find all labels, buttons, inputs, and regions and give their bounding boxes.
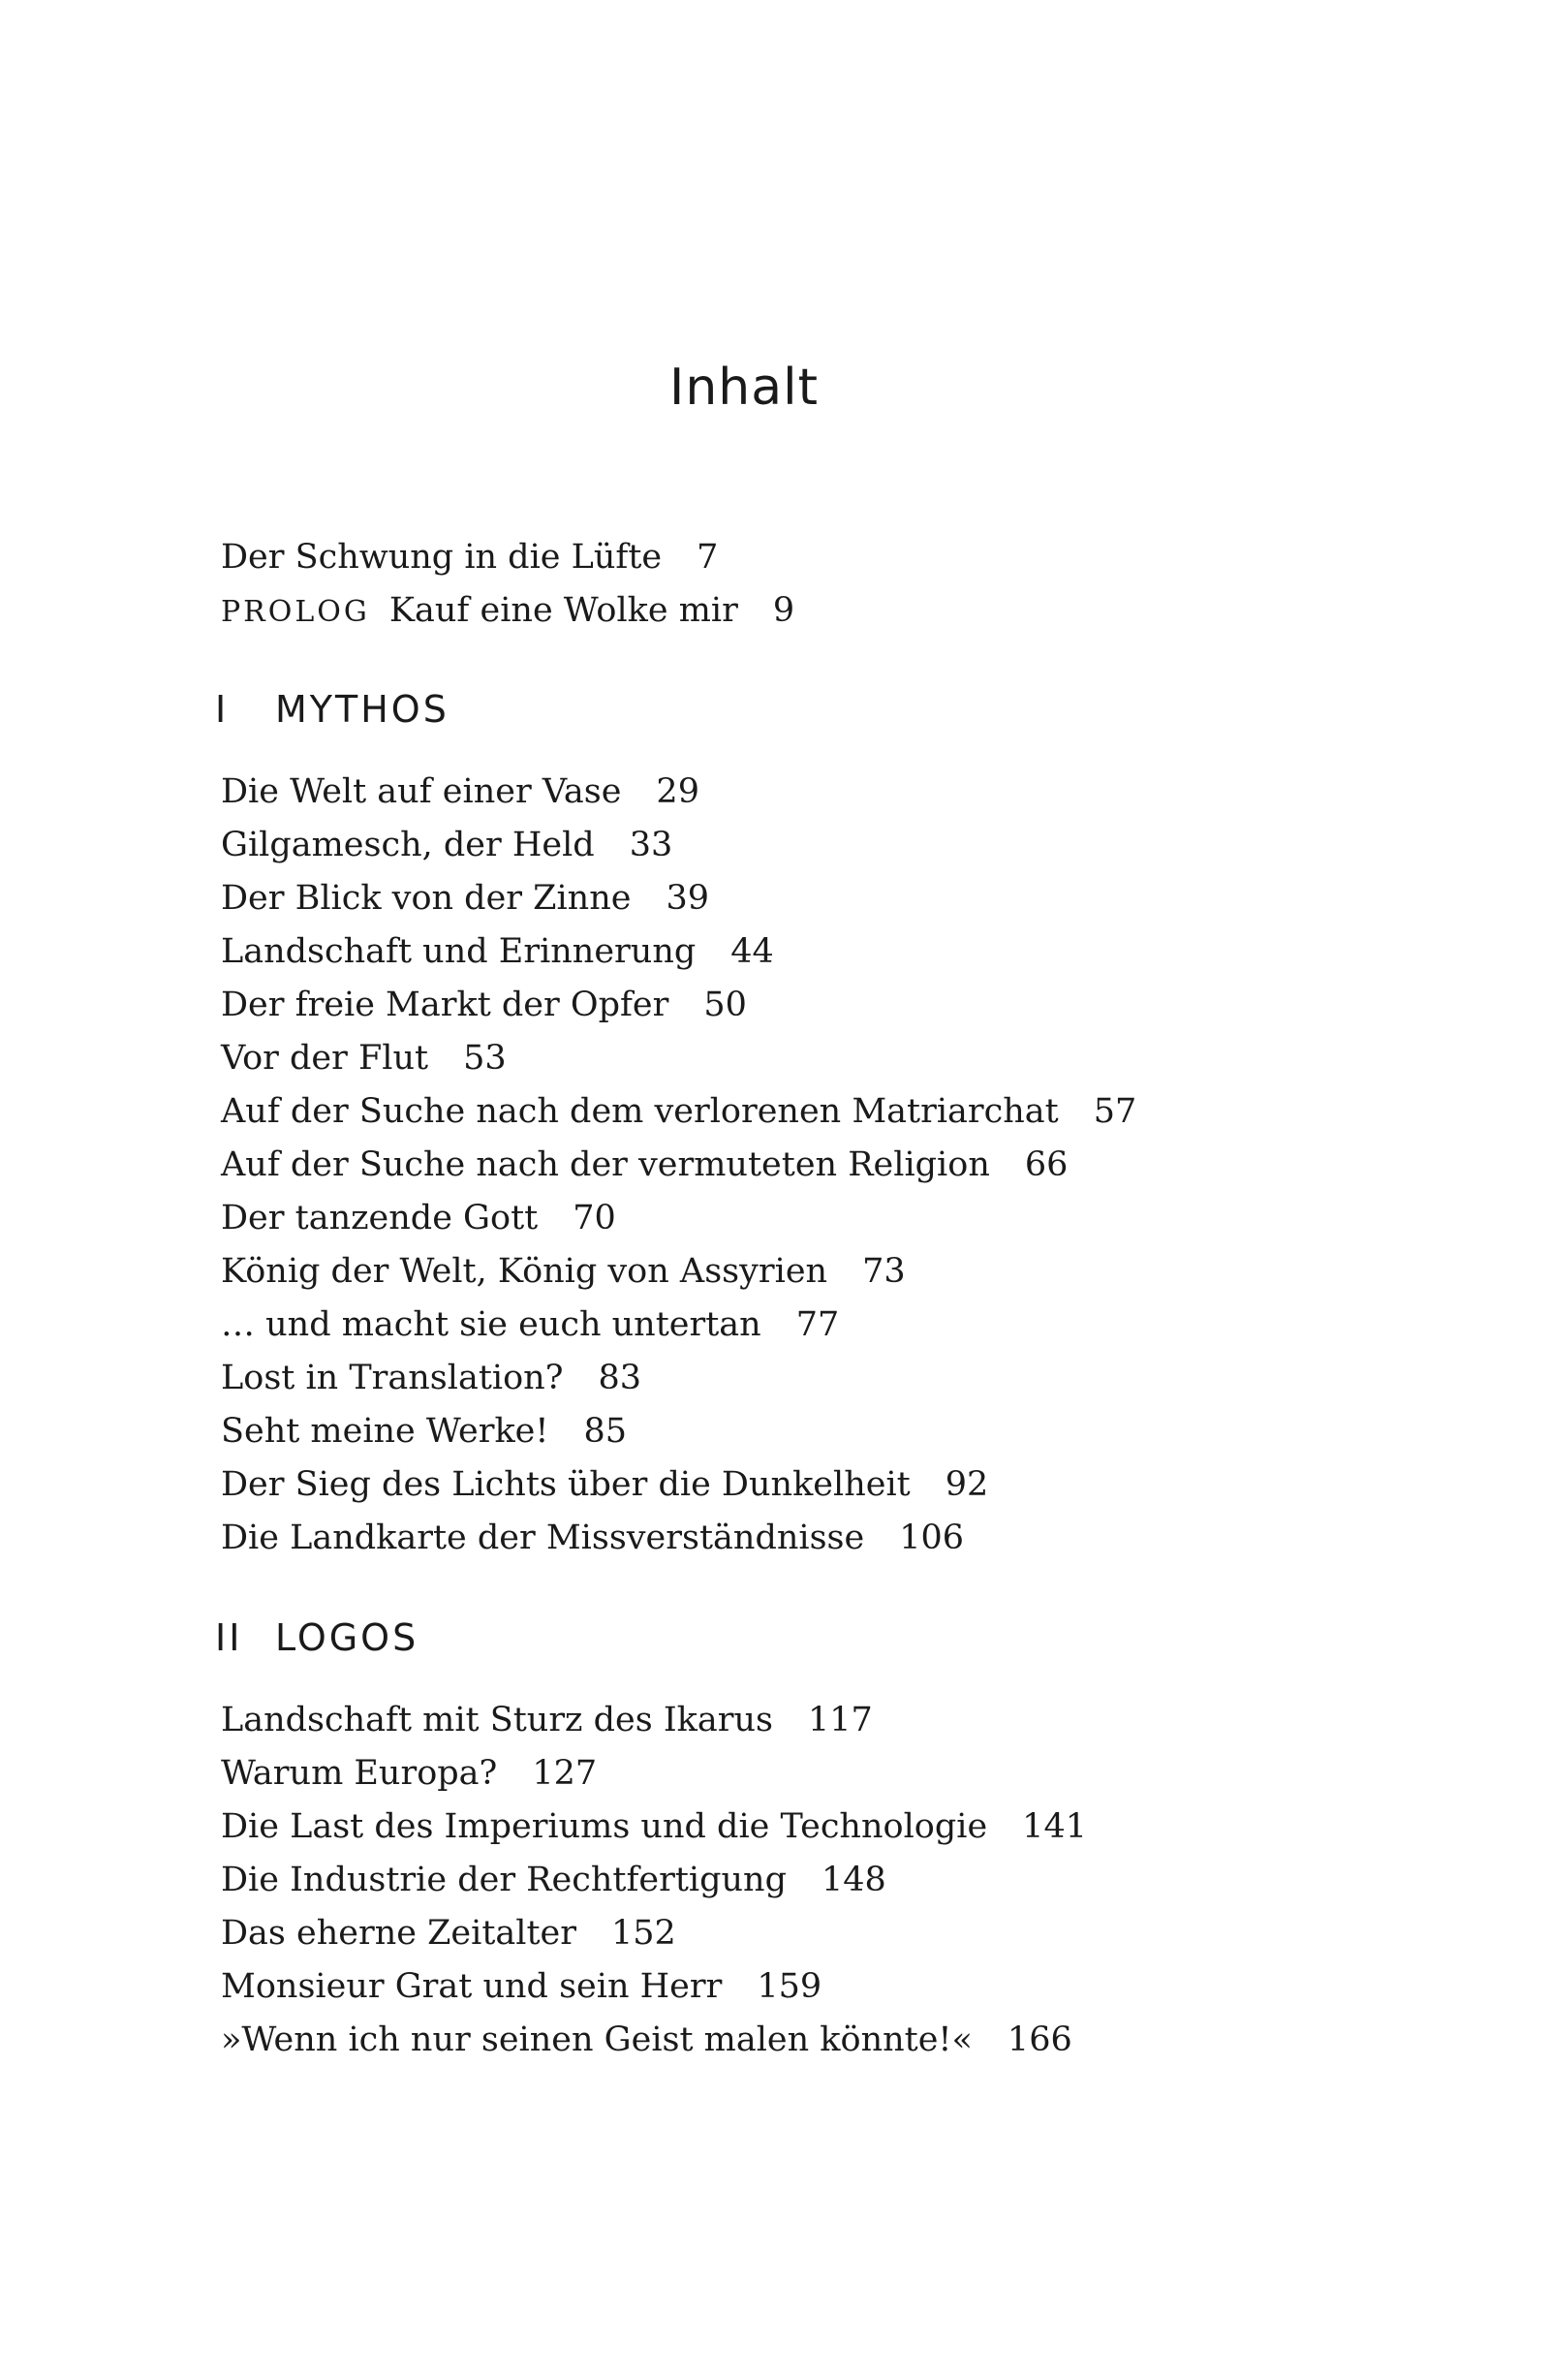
toc-entry-label: Landschaft mit Sturz des Ikarus: [221, 1701, 773, 1739]
toc-entry: [221, 1192, 1383, 1245]
toc-entry-label: Der Sieg des Lichts über die Dunkelheit: [221, 1465, 911, 1504]
toc-entry-page: 127: [532, 1754, 598, 1793]
toc-entry-page: 85: [583, 1412, 627, 1451]
toc-entry-label: Die Welt auf einer Vase: [221, 772, 622, 811]
toc-entry-page: 148: [822, 1861, 886, 1899]
section-number: I: [215, 688, 230, 731]
toc-entry-page: 77: [795, 1305, 840, 1344]
toc-entry-label: Kauf eine Wolke mir: [388, 591, 738, 630]
toc-entry: [221, 872, 1383, 925]
toc-entry-page: 66: [1024, 1145, 1069, 1184]
toc-entry-label: Der Schwung in die Lüfte: [221, 538, 663, 577]
toc-entry-label: Die Last des Imperiums und die Technologie: [221, 1807, 988, 1846]
toc-entry-label: Landschaft und Erinnerung: [221, 932, 697, 971]
toc-entry: [221, 1352, 1383, 1405]
toc-entry: [221, 531, 1383, 584]
toc-entry: [221, 819, 1383, 872]
toc-entry-prefix: PROLOG: [221, 595, 370, 629]
toc-entry-page: 73: [862, 1252, 906, 1291]
toc-entry-label: Monsieur Grat und sein Herr: [221, 1967, 723, 2006]
toc-entry-label: Vor der Flut: [221, 1039, 429, 1078]
toc-entry-page: 106: [899, 1519, 965, 1557]
section-heading-mythos: [215, 688, 450, 731]
toc-entry: [221, 1747, 1383, 1801]
toc-entry-label: … und macht sie euch untertan: [221, 1305, 761, 1344]
toc-entry-label: Warum Europa?: [221, 1754, 498, 1793]
toc-entry: [221, 1032, 1383, 1085]
toc-entry-label: Die Landkarte der Missverständnisse: [221, 1519, 865, 1557]
section-name: LOGOS: [275, 1616, 419, 1659]
toc-entry-page: 117: [807, 1701, 873, 1739]
toc-entry: [221, 1405, 1383, 1458]
toc-entry: [221, 584, 1383, 638]
toc-entry-label: Auf der Suche nach dem verlorenen Matriarchat: [221, 1092, 1059, 1131]
toc-entry-label: Der freie Markt der Opfer: [221, 986, 669, 1024]
toc-entry-page: 44: [730, 932, 774, 971]
toc-entry: [221, 1458, 1383, 1512]
toc-entry-page: 33: [629, 826, 673, 864]
toc-entry-label: Der Blick von der Zinne: [221, 879, 632, 918]
toc-entry-label: Auf der Suche nach der vermuteten Religion: [221, 1145, 990, 1184]
toc-entry-page: 70: [573, 1199, 616, 1237]
toc-entry-page: 7: [697, 538, 719, 577]
toc-entry-label: Lost in Translation?: [221, 1359, 564, 1397]
section-list-mythos: [221, 766, 1383, 1565]
toc-entry-page: 57: [1093, 1092, 1137, 1131]
toc-entry: [221, 1801, 1383, 1854]
toc-entry: [221, 1960, 1383, 2014]
toc-entry-page: 50: [703, 986, 747, 1024]
toc-entry-page: 159: [757, 1967, 822, 2006]
toc-entry: [221, 1512, 1383, 1565]
toc-entry: [221, 766, 1383, 819]
page-title: Inhalt: [669, 359, 819, 417]
toc-entry-page: 29: [656, 772, 699, 811]
section-name: MYTHOS: [275, 688, 450, 731]
toc-entry: [221, 1085, 1383, 1139]
toc-entry: [221, 1854, 1383, 1907]
toc-entry-label: Das eherne Zeitalter: [221, 1914, 576, 1953]
toc-entry-label: Die Industrie der Rechtfertigung: [221, 1861, 787, 1899]
section-heading-logos: [215, 1616, 418, 1659]
toc-entry-label: König der Welt, König von Assyrien: [221, 1252, 828, 1291]
section-number: II: [215, 1616, 243, 1659]
toc-entry-label: Seht meine Werke!: [221, 1412, 549, 1451]
toc-entry-label: Der tanzende Gott: [221, 1199, 539, 1237]
toc-entry: [221, 979, 1383, 1032]
toc-entry-page: 141: [1022, 1807, 1087, 1846]
toc-entry: [221, 2014, 1383, 2067]
toc-entry: [221, 1907, 1383, 1960]
toc-entry-page: 9: [772, 591, 795, 630]
toc-entry-page: 166: [1007, 2020, 1072, 2059]
toc-entry-page: 53: [463, 1039, 507, 1078]
toc-entry-page: 83: [598, 1359, 642, 1397]
front-matter-list: [221, 531, 1383, 638]
toc-entry-page: 152: [610, 1914, 676, 1953]
toc-entry: [221, 1245, 1383, 1299]
toc-entry-label: »Wenn ich nur seinen Geist malen könnte!«: [221, 2020, 973, 2059]
toc-entry: [221, 1139, 1383, 1192]
toc-entry-page: 39: [666, 879, 710, 918]
toc-entry: [221, 1299, 1383, 1352]
toc-entry-label: Gilgamesch, der Held: [221, 826, 595, 864]
toc-entry: [221, 925, 1383, 979]
toc-entry: [221, 1694, 1383, 1747]
section-list-logos: [221, 1694, 1383, 2067]
toc-entry-page: 92: [945, 1465, 989, 1504]
